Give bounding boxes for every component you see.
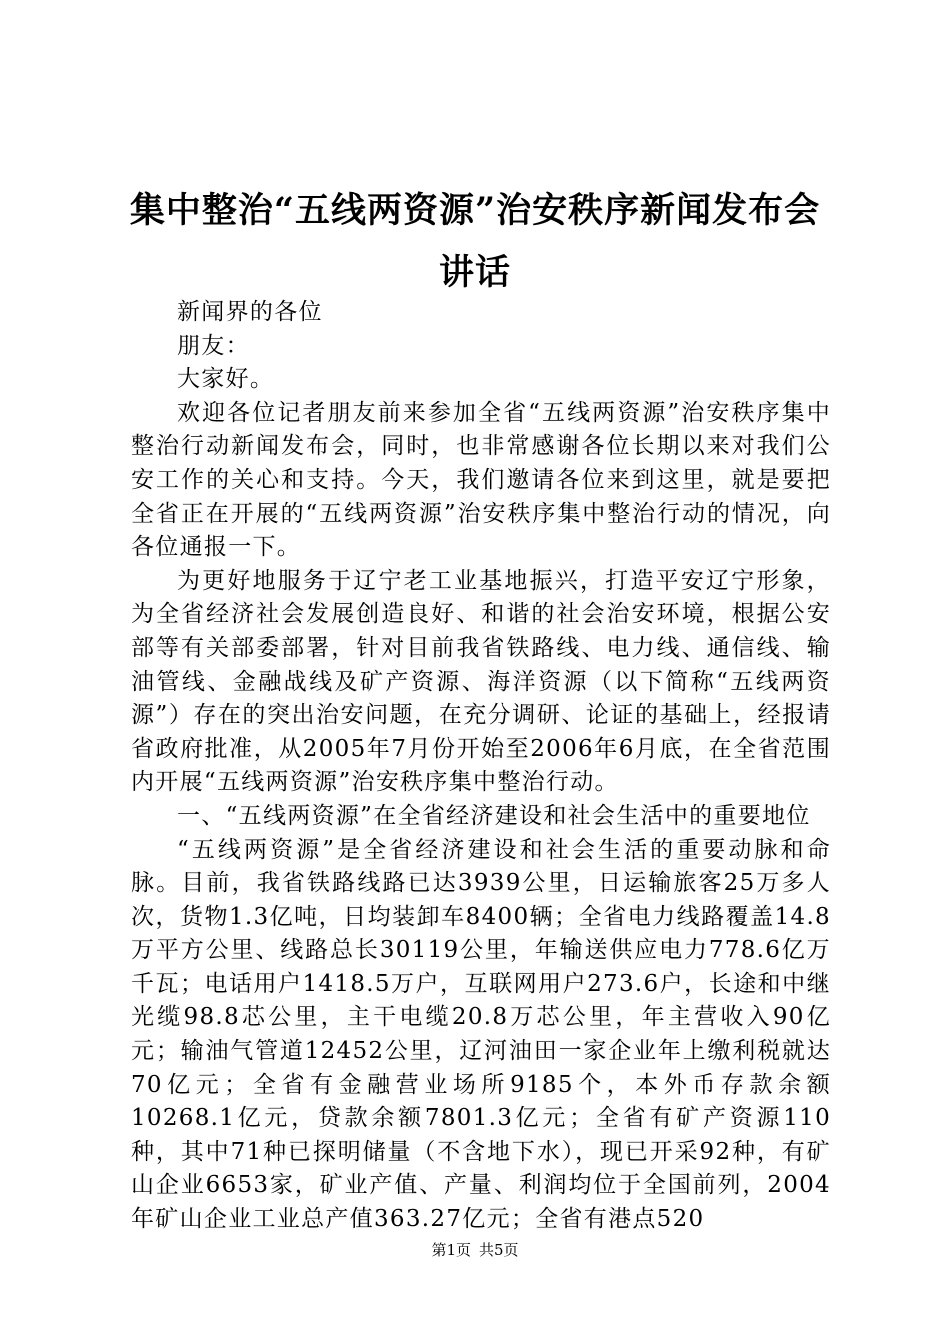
- paragraph-statistics: “五线两资源”是全省经济建设和社会生活的重要动脉和命脉。目前，我省铁路线路已达3939公里，日运输旅客25万多人次，货物1.3亿吨，日均装卸车8400辆；全省电力线路覆盖14.8万平方公里、线路总长30119公里，年输送供应电力778.6亿万千瓦；电话用户1418.5万户，互联网用户273.6户，长途和中继光缆98.8芯公里，主干电缆20.8万芯公里，年主营收入90亿元；输油气管道12452公里，辽河油田一家企业年上缴利税就达70亿元；全省有金融营业场所9185个，本外币存款余额10268.1亿元，贷款余额7801.3亿元；全省有矿产资源110种，其中71种已探明储量（不含地下水），现已开采92种，有矿山企业6653家，矿业产值、产量、利润均位于全国前列，2004年矿山企业工业总产值363.27亿元；全省有港点520: [131, 836, 831, 1233]
- page-number: 第1页: [431, 1241, 471, 1259]
- document-body: [131, 296, 831, 1237]
- greeting-line: 大家好。: [177, 366, 275, 393]
- greeting-line: 朋友：: [177, 332, 250, 359]
- paragraph-background: 为更好地服务于辽宁老工业基地振兴，打造平安辽宁形象，为全省经济社会发展创造良好、和谐的社会治安环境，根据公安部等有关部委部署，针对目前我省铁路线、电力线、通信线、输油管线、金融战线及矿产资源、海洋资源（以下简称“五线两资源”）存在的突出治安问题，在充分调研、论证的基础上，经报请省政府批准，从2005年7月份开始至2006年6月底，在全省范围内开展“五线两资源”治安秩序集中整治行动。: [131, 567, 831, 796]
- page-total: 共5页: [479, 1241, 519, 1259]
- title-line-2: 讲话: [438, 252, 511, 293]
- paragraph-welcome: 欢迎各位记者朋友前来参加全省“五线两资源”治安秩序集中整治行动新闻发布会，同时，也非常感谢各位长期以来对我们公安工作的关心和支持。今天，我们邀请各位来到这里，就是要把全省正在开展的“五线两资源”治安秩序集中整治行动的情况，向各位通报一下。: [131, 399, 831, 561]
- document-title: [120, 180, 830, 304]
- greeting-line: 新闻界的各位: [177, 299, 323, 325]
- title-line-1: 集中整治“五线两资源”治安秩序新闻发布会: [129, 190, 821, 231]
- page-footer: [0, 1240, 950, 1260]
- section-heading: 一、“五线两资源”在全省经济建设和社会生活中的重要地位: [177, 802, 811, 829]
